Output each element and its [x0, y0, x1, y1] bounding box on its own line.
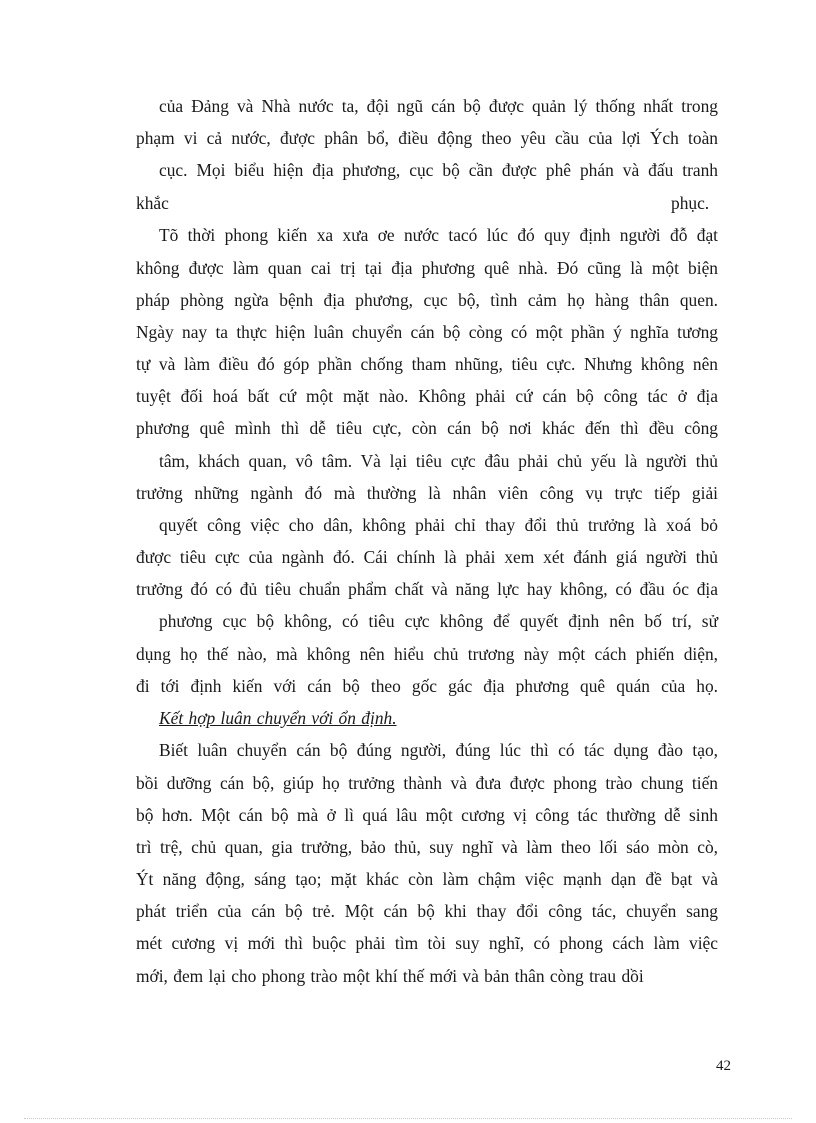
page-number: 42: [716, 1058, 731, 1074]
text-line: bồi dưỡng cán bộ, giúp họ trưởng thành và đưa được phong trào chung tiến: [136, 773, 718, 793]
text-line: quyết công việc cho dân, không phải chỉ thay đổi thủ trưởng là xoá bỏ: [159, 515, 718, 535]
text-line: trì trệ, chủ quan, gia trưởng, bảo thủ, suy nghĩ và làm theo lối sáo mòn cò,: [136, 837, 718, 857]
page-bottom-divider: [24, 1118, 792, 1119]
text-line: phạm vi cả nước, được phân bổ, điều động theo yêu cầu của lợi Ých toàn: [136, 128, 718, 148]
text-line: Tõ thời phong kiến xa xưa ơe nước tacó lúc đó quy định người đỗ đạt: [159, 225, 718, 245]
text-line: không được làm quan cai trị tại địa phương quê nhà. Đó cũng là một biện: [136, 258, 718, 278]
text-line: trưởng những ngành đó mà thường là nhân viên công vụ trực tiếp giải: [136, 483, 718, 503]
text-line: khắc: [136, 193, 169, 213]
text-line: Ýt năng động, sáng tạo; mặt khác còn làm chậm việc mạnh dạn đề bạt và: [136, 869, 718, 889]
text-line: phương quê mình thì dễ tiêu cực, còn cán bộ nơi khác đến thì đều công: [136, 418, 718, 438]
text-line: trưởng đó có đủ tiêu chuẩn phẩm chất và năng lực hay không, có đầu óc địa: [136, 579, 718, 599]
text-line: Ngày nay ta thực hiện luân chuyển cán bộ còng có một phần ý nghĩa tương: [136, 322, 718, 342]
text-line: được tiêu cực của ngành đó. Cái chính là phải xem xét đánh giá người thủ: [136, 547, 718, 567]
text-line: pháp phòng ngừa bệnh địa phương, cục bộ, tình cảm họ hàng thân quen.: [136, 290, 718, 310]
text-line: Biết luân chuyển cán bộ đúng người, đúng lúc thì có tác dụng đào tạo,: [159, 740, 718, 760]
text-line: mét cương vị mới thì buộc phải tìm tòi suy nghĩ, có phong cách làm việc: [136, 933, 718, 953]
text-line: tự và làm điều đó góp phần chống tham nhũng, tiêu cực. Nhưng không nên: [136, 354, 718, 374]
text-line: đi tới định kiến với cán bộ theo gốc gác địa phương quê quán của họ.: [136, 676, 718, 696]
text-line: của Đảng và Nhà nước ta, đội ngũ cán bộ được quản lý thống nhất trong: [159, 96, 718, 116]
text-line: tâm, khách quan, vô tâm. Và lại tiêu cực đâu phải chủ yếu là người thủ: [159, 451, 718, 471]
text-line: mới, đem lại cho phong trào một khí thế mới và bản thân còng trau dồi: [136, 966, 644, 986]
text-line: phát triển của cán bộ trẻ. Một cán bộ khi thay đổi công tác, chuyển sang: [136, 901, 718, 921]
section-heading: Kết hợp luân chuyển với ổn định.: [159, 708, 397, 728]
text-line: bộ hơn. Một cán bộ mà ở lì quá lâu một cương vị công tác thường dễ sinh: [136, 805, 718, 825]
text-line: phương cục bộ không, có tiêu cực không để quyết định nên bố trí, sử: [159, 611, 718, 631]
text-line: dụng họ thế nào, mà không nên hiểu chủ trương này một cách phiến diện,: [136, 644, 718, 664]
text-line: cục. Mọi biểu hiện địa phương, cục bộ cần được phê phán và đấu tranh: [159, 160, 718, 180]
text-line: phục.: [671, 193, 710, 213]
text-line: tuyệt đối hoá bất cứ một mặt nào. Không phải cứ cán bộ công tác ở địa: [136, 386, 718, 406]
